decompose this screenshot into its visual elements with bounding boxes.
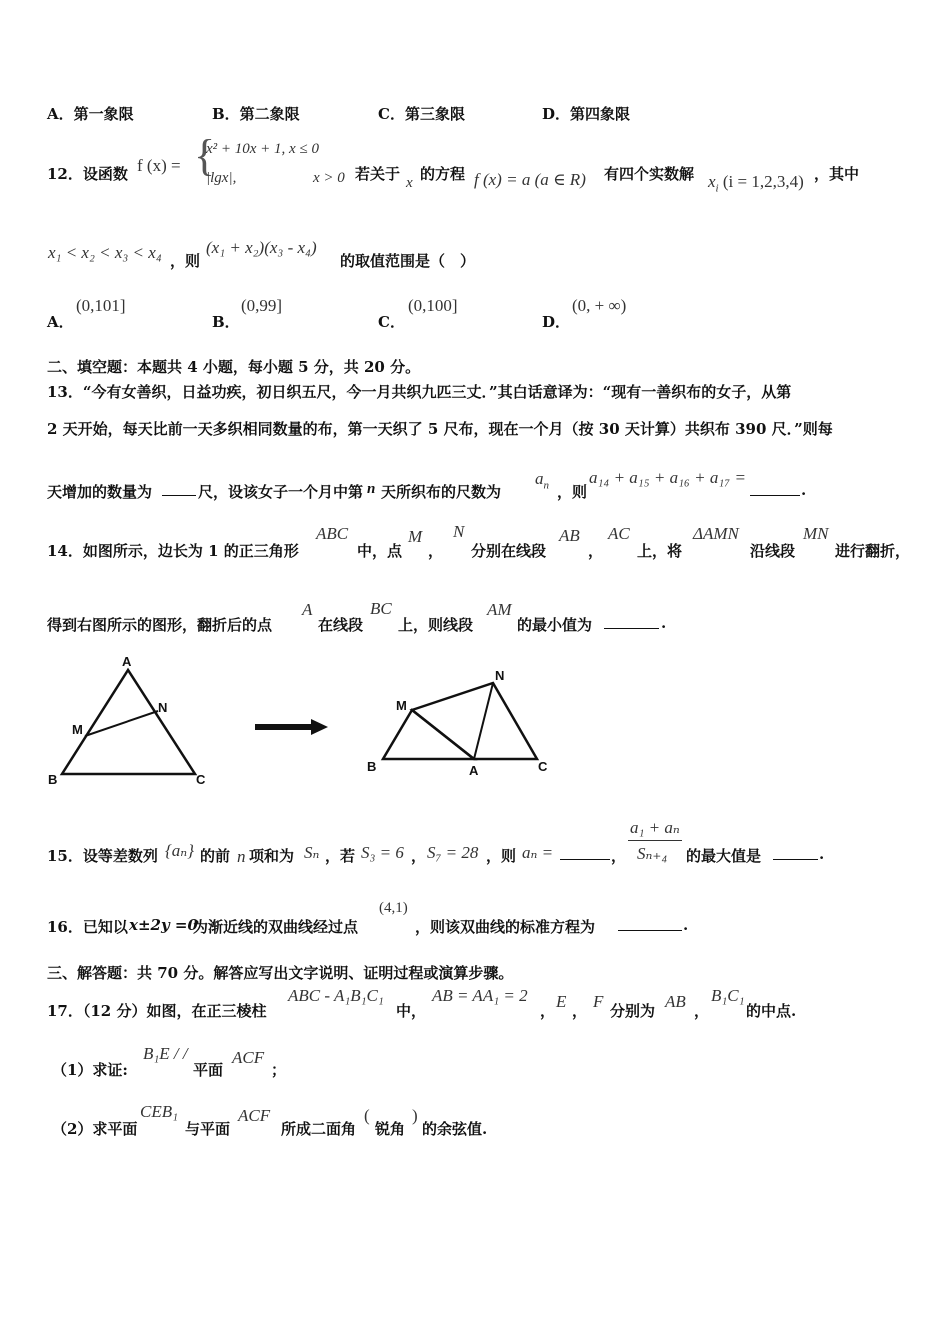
q16-eq: x±2y =0 [129, 916, 198, 934]
q14-figure [40, 650, 560, 790]
q12-text-1: 若关于 [355, 165, 401, 183]
right-label-n: N [495, 668, 505, 683]
q14-abc: ABC [316, 524, 349, 543]
q14-text-1h: 进行翻折， [835, 542, 911, 560]
q14-text-1d: 分别在线段 [471, 542, 547, 560]
right-label-m: M [396, 698, 407, 713]
q17-ab: AB [665, 992, 686, 1011]
q14-blank [604, 614, 659, 629]
q16-point: (4,1) [379, 900, 408, 916]
q12-opt-b-value: (0,99] [241, 296, 283, 315]
q11-option-a: A．第一象限 [47, 105, 134, 123]
q17-text-d: ， [572, 1002, 588, 1020]
q12-opt-a-value: (0,101] [76, 296, 126, 315]
q12-roots: $x_i$ (i = 1,2,3,4) [708, 172, 804, 195]
q15-s7: S₇ = 28 [427, 843, 479, 862]
q14-text-1a: 14．如图所示，边长为 1 的正三角形 [47, 542, 299, 560]
q12-opt-c-label: C． [378, 313, 405, 331]
q15-s3: S₃ = 6 [361, 843, 404, 862]
q12-text-2: 的方程 [420, 165, 466, 183]
q17-part2-a: （2）求平面 [52, 1120, 138, 1138]
q12-opt-b-label: B． [212, 313, 240, 331]
q14-a: A [302, 600, 313, 619]
q14-text-1e: ， [588, 542, 604, 560]
q14-am: AM [487, 600, 512, 619]
q14-text-1b: 中，点 [357, 542, 403, 560]
q12-text-3: 有四个实数解 [604, 165, 695, 183]
q15-text-f: ，则 [486, 847, 517, 865]
right-label-b: B [367, 759, 377, 774]
q15-end: . [819, 845, 825, 863]
left-label-c: C [196, 772, 206, 787]
q17-text-a: 17．（12 分）如图，在正三棱柱 [47, 1002, 267, 1020]
q11-option-d: D．第四象限 [542, 105, 631, 123]
q12-text-5: ，则 [170, 252, 201, 270]
figure-arrow [255, 719, 328, 735]
q13-line-3c: 天所织布的尺数为 [381, 483, 502, 501]
q14-n: N [453, 522, 465, 541]
q14-amn: ΔAMN [693, 524, 739, 543]
q15-text-b: 的前 [200, 847, 231, 865]
q15-text-d: ，若 [325, 847, 356, 865]
left-segment-mn [85, 711, 158, 736]
q17-e: E [556, 992, 567, 1011]
q17-part1-b1e: B₁E / / [143, 1044, 188, 1063]
q17-text-i: 的中点. [746, 1002, 797, 1020]
q17-part2-lparen: ( [364, 1106, 370, 1125]
q13-sum: a₁₄ + a₁₅ + a₁₆ + a₁₇ = [589, 468, 746, 487]
q13-line-2: 2 天开始，每天比前一天多织相同数量的布，第一天织了 5 尺布，现在一个月（按 30 天计算）共织布 390 尺．”则每 [47, 420, 833, 438]
q17-part2-c: 所成二面角 [281, 1120, 357, 1138]
right-triangle-bmac [383, 710, 474, 759]
q12-opt-d-value: (0, + ∞) [572, 296, 627, 315]
q15-blank-1 [560, 845, 610, 860]
q16-text-c: ，则该双曲线的标准方程为 [415, 918, 596, 936]
q13-line-3b: 尺，设该女子一个月中第 [198, 483, 364, 501]
q14-text-2c: 上，则线段 [398, 616, 474, 634]
q12-piece2: |lgx|, [206, 170, 237, 186]
right-quad-mnca [412, 683, 537, 759]
q13-n: n [367, 481, 376, 497]
q12-number: 12．设函数 [47, 165, 128, 183]
q15-frac-bar [628, 840, 682, 841]
q14-end: . [661, 614, 667, 632]
left-label-m: M [72, 722, 83, 737]
q17-part2-acute: 锐角 [375, 1120, 406, 1138]
section-3-heading: 三、解答题：共 70 分。解答应写出文字说明、证明过程或演算步骤。 [47, 964, 514, 982]
q12-expr: (x₁ + x₂)(x₃ - x₄) [206, 238, 317, 257]
left-label-a: A [122, 654, 132, 669]
q13-line-3d: ，则 [557, 483, 588, 501]
q14-text-2d: 的最小值为 [517, 616, 593, 634]
q15-text-c: 项和为 [249, 847, 295, 865]
q15-blank-2 [773, 845, 818, 860]
q15-frac-num: a₁ + aₙ [630, 818, 680, 837]
q17-part2-end: 的余弦值. [422, 1120, 488, 1138]
q13-an: $a_n$ [535, 469, 549, 492]
q12-order: x₁ < x₂ < x₃ < x₄ [48, 243, 162, 262]
q17-eq: AB = AA₁ = 2 [432, 986, 528, 1005]
q14-text-1f: 上，将 [637, 542, 683, 560]
q13-end: . [801, 481, 807, 499]
q12-opt-c-value: (0,100] [408, 296, 458, 315]
q12-equation: f (x) = a (a ∈ R) [474, 170, 586, 189]
q13-line-3a: 天增加的数量为 [47, 483, 153, 501]
right-label-c: C [538, 759, 548, 774]
section-2-heading: 二、填空题：本题共 4 小题，每小题 5 分，共 20 分。 [47, 358, 421, 376]
q16-text-a: 16．已知以 [47, 918, 128, 936]
q12-piece2-cond: x > 0 [313, 170, 345, 186]
q15-text-h: 的最大值是 [686, 847, 762, 865]
q13-blank-2 [750, 481, 800, 496]
q14-ab: AB [559, 526, 580, 545]
q14-ac: AC [608, 524, 630, 543]
q17-part2-ceb1: CEB₁ [140, 1102, 179, 1121]
q14-text-2b: 在线段 [318, 616, 364, 634]
q12-text-4: ，其中 [814, 165, 860, 183]
q17-part1-plane: 平面 [193, 1061, 224, 1079]
q12-var-x: x [406, 175, 413, 191]
arrow-shaft [255, 724, 313, 730]
q14-text-2a: 得到右图所示的图形，翻折后的点 [47, 616, 273, 634]
q17-part1-a: （1）求证: [52, 1061, 128, 1079]
q12-brace: { [194, 131, 216, 180]
q16-end: . [683, 916, 689, 934]
q15-text-g: ， [611, 847, 627, 865]
q17-part2-rparen: ) [412, 1106, 418, 1125]
q17-text-h: ， [694, 1002, 710, 1020]
arrow-head [311, 719, 328, 735]
q16-blank [618, 916, 682, 931]
q15-text-e: ， [411, 847, 427, 865]
q15-seq: {aₙ} [165, 841, 194, 860]
left-label-b: B [48, 772, 58, 787]
right-label-a: A [469, 763, 479, 778]
q17-part2-acf: ACF [238, 1106, 271, 1125]
figure-right-triangle [367, 668, 548, 778]
q14-m: M [408, 527, 423, 546]
q14-text-1c: ， [428, 542, 444, 560]
q14-text-1g: 沿线段 [750, 542, 796, 560]
q12-opt-d-label: D． [542, 313, 571, 331]
q17-text-g: 分别为 [610, 1002, 656, 1020]
q12-opt-a-label: A． [47, 313, 74, 331]
q15-frac-den: Sₙ₊₄ [637, 844, 668, 863]
q11-option-b: B．第二象限 [212, 105, 300, 123]
q15-n: n [237, 847, 246, 866]
q17-part1-acf: ACF [232, 1048, 265, 1067]
q17-part2-b: 与平面 [185, 1120, 231, 1138]
q17-prism: ABC - A₁B₁C₁ [288, 986, 384, 1005]
q11-option-c: C．第三象限 [378, 105, 465, 123]
q13-blank-1 [162, 481, 196, 496]
q15-sn: Sₙ [304, 843, 320, 862]
q12-piece1: x² + 10x + 1, x ≤ 0 [206, 141, 319, 157]
q17-part1-end: ； [271, 1061, 287, 1079]
q17-f: F [593, 992, 604, 1011]
q16-text-b: 为渐近线的双曲线经过点 [193, 918, 359, 936]
q15-an: aₙ = [522, 843, 554, 862]
q17-b1c1: B₁C₁ [711, 986, 745, 1005]
q14-mn: MN [803, 524, 829, 543]
q17-text-c: ， [540, 1002, 556, 1020]
left-label-n: N [158, 700, 168, 715]
q17-text-b: 中， [396, 1002, 427, 1020]
right-segment-an [474, 683, 493, 759]
q15-text-a: 15．设等差数列 [47, 847, 158, 865]
q14-bc: BC [370, 599, 392, 618]
q12-func-lhs: f (x) = [137, 156, 181, 175]
q12-text-6: 的取值范围是（ ） [340, 252, 476, 270]
figure-left-triangle [48, 654, 206, 787]
q13-line-1: 13．“今有女善织，日益功疾，初日织五尺，今一月共织九匹三丈．”其白话意译为：“现有一善织布的女子，从第 [47, 383, 792, 401]
